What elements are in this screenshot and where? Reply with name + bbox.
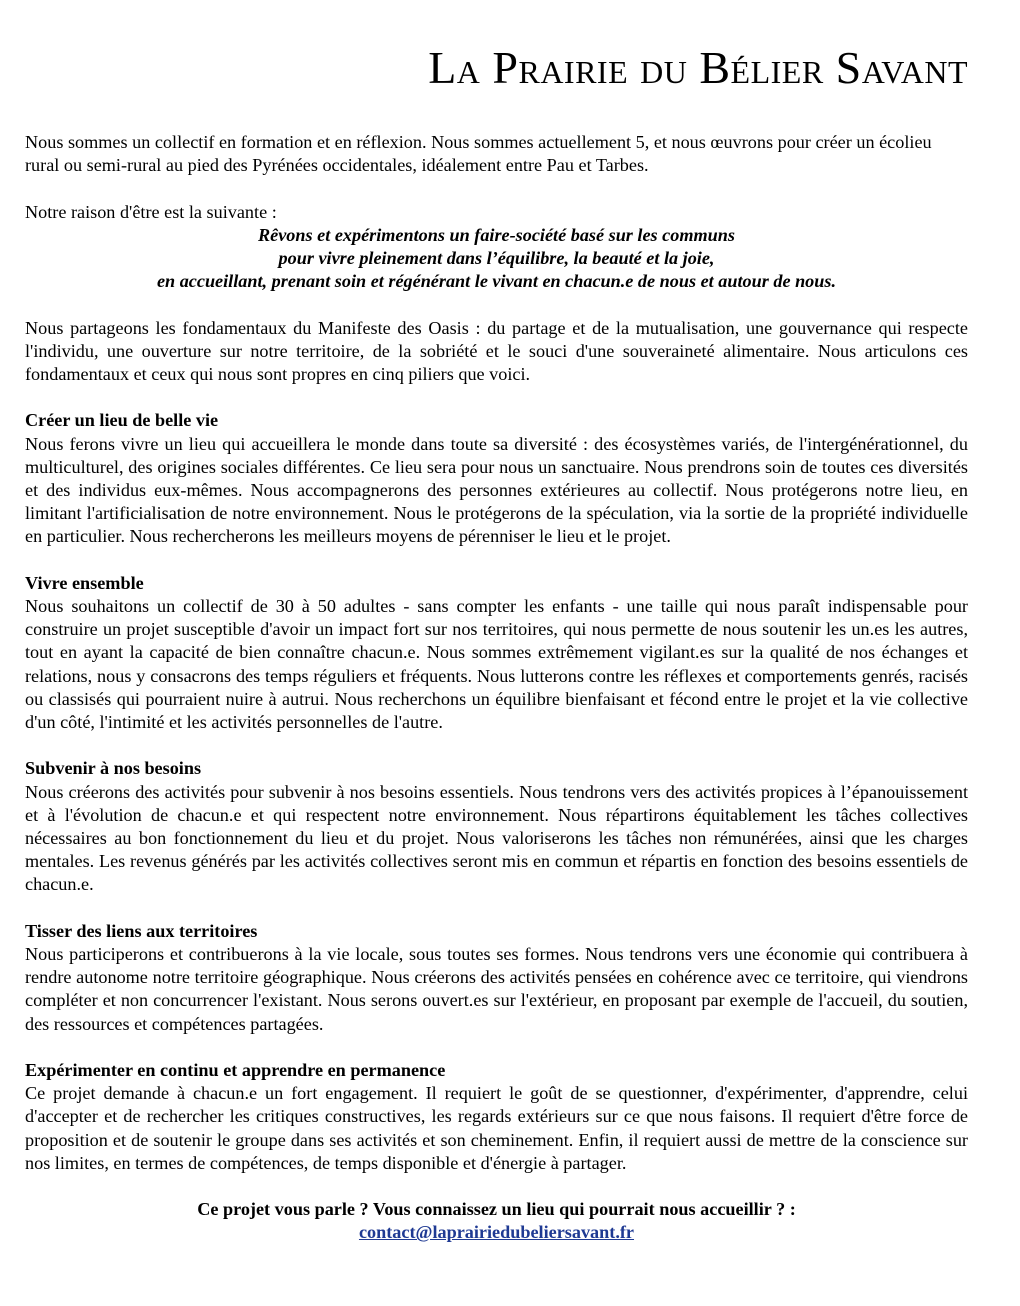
motto-line-2: pour vivre pleinement dans l’équilibre, la beauté et la joie, (278, 248, 715, 268)
contact-email-link[interactable]: contact@laprairiedubeliersavant.fr (358, 1222, 635, 1243)
document-body (25, 131, 968, 1245)
pillar-text: Nous ferons vivre un lieu qui accueillera le monde dans toute sa diversité : des écosystèmes variés, de l'intergénérationnel, du multiculturel, des origines sociales différentes. Ce lieu sera pour nous un sanctuaire. Nous prendrons soin de toutes ces diversités et des individus eux-mêmes. Nous accompagnerons des personnes extérieures au collectif. Nous protégerons notre lieu, en limitant l'artificialisation de notre environnement. Nous le protégerons de la spéculation, via la sortie de la propriété individuelle en particulier. Nous rechercherons les meilleurs moyens de pérenniser le lieu et le projet. (25, 433, 968, 547)
pillar-heading: Vivre ensemble (25, 572, 144, 593)
pillar-heading: Tisser des liens aux territoires (25, 920, 258, 941)
motto-line-1: Rêvons et expérimentons un faire-société basé sur les communs (258, 224, 735, 245)
motto-line-3: en accueillant, prenant soin et régénérant le vivant en chacun.e de nous et autour de nous. (156, 271, 837, 292)
manifeste-paragraph: Nous partageons les fondamentaux du Manifeste des Oasis : du partage et de la mutualisation, une gouvernance qui respecte l'individu, une ouverture sur notre territoire, de la sobriété et le souci d'une souveraineté alimentaire. Nous articulons ces fondamentaux et ceux qui nous sont propres en cinq piliers que voici. (25, 317, 968, 384)
pillar-text: Ce projet demande à chacun.e un fort engagement. Il requiert le goût de se questionner, d'expérimenter, d'apprendre, celui d'accepter et de rechercher les critiques constructives, les regards extérieurs sur ce que nous faisons. Il requiert d'être force de proposition et de soutenir le groupe dans ses activités et son cheminement. Enfin, il requiert aussi de mettre de la conscience sur nos limites, en termes de compétences, de temps disponible et d'énergie à partager. (25, 1083, 968, 1173)
page-title: La Prairie du Bélier Savant (428, 42, 968, 93)
raison-intro: Notre raison d'être est la suivante : (25, 201, 277, 222)
document-page (25, 0, 968, 1245)
pillar-text: Nous souhaitons un collectif de 30 à 50 adultes - sans compter les enfants - une taille qui nous paraît indispensable pour construire un projet susceptible d'avoir un impact fort sur nos territoires, qui nous permette de nous soutenir les un.es les autres, tout en ayant la capacité de bien connaître chacun.e. Nous sommes extrêmement vigilant.es sur la qualité de nos échanges et relations, nous y consacrons des temps réguliers et fréquents. Nous lutterons contre les réflexes et comportements genrés, racisés ou classisés qui pourraient nuire à autrui. Nous recherchons un équilibre bienfaisant et fécond entre le projet et la vie collective d'un côté, l'intimité et les activités personnelles de l'autre. (25, 596, 968, 733)
contact-question: Ce projet vous parle ? Vous connaissez un lieu qui pourrait nous accueillir ? : (197, 1199, 796, 1220)
intro-paragraph: Nous sommes un collectif en formation et en réflexion. Nous sommes actuellement 5, et nous œuvrons pour créer un écolieu rural ou semi-rural au pied des Pyrénées occidentales, idéalement entre Pau et Tarbes. (25, 132, 932, 176)
pillar-text: Nous participerons et contribuerons à la vie locale, sous toutes ses formes. Nous tendrons vers une économie qui contribuera à rendre autonome notre territoire géographique. Nous créerons des activités pensées en cohérence avec ce territoire, qui viendrons compléter et non concurrencer l'existant. Nous serons ouvert.es sur l'extérieur, en proposant par exemple de l'accueil, du soutien, des ressources et compétences partagées. (25, 944, 968, 1034)
pillar-heading: Créer un lieu de belle vie (25, 410, 219, 431)
pillar-heading: Subvenir à nos besoins (25, 758, 202, 779)
pillar-heading: Expérimenter en continu et apprendre en permanence (25, 1060, 446, 1081)
pillar-text: Nous créerons des activités pour subvenir à nos besoins essentiels. Nous tendrons vers des activités propices à l’épanouissement et à l'évolution de chacun.e et qui respectent notre environnement. Nous répartirons équitablement les tâches collectives nécessaires au bon fonctionnement du lieu et du projet. Nous valoriserons les tâches non rémunérées, ainsi que les charges mentales. Les revenus générés par les activités collectives seront mis en commun et répartis en fonction des besoins essentiels de chacun.e. (25, 781, 968, 895)
contact-email-line (25, 1221, 968, 1244)
